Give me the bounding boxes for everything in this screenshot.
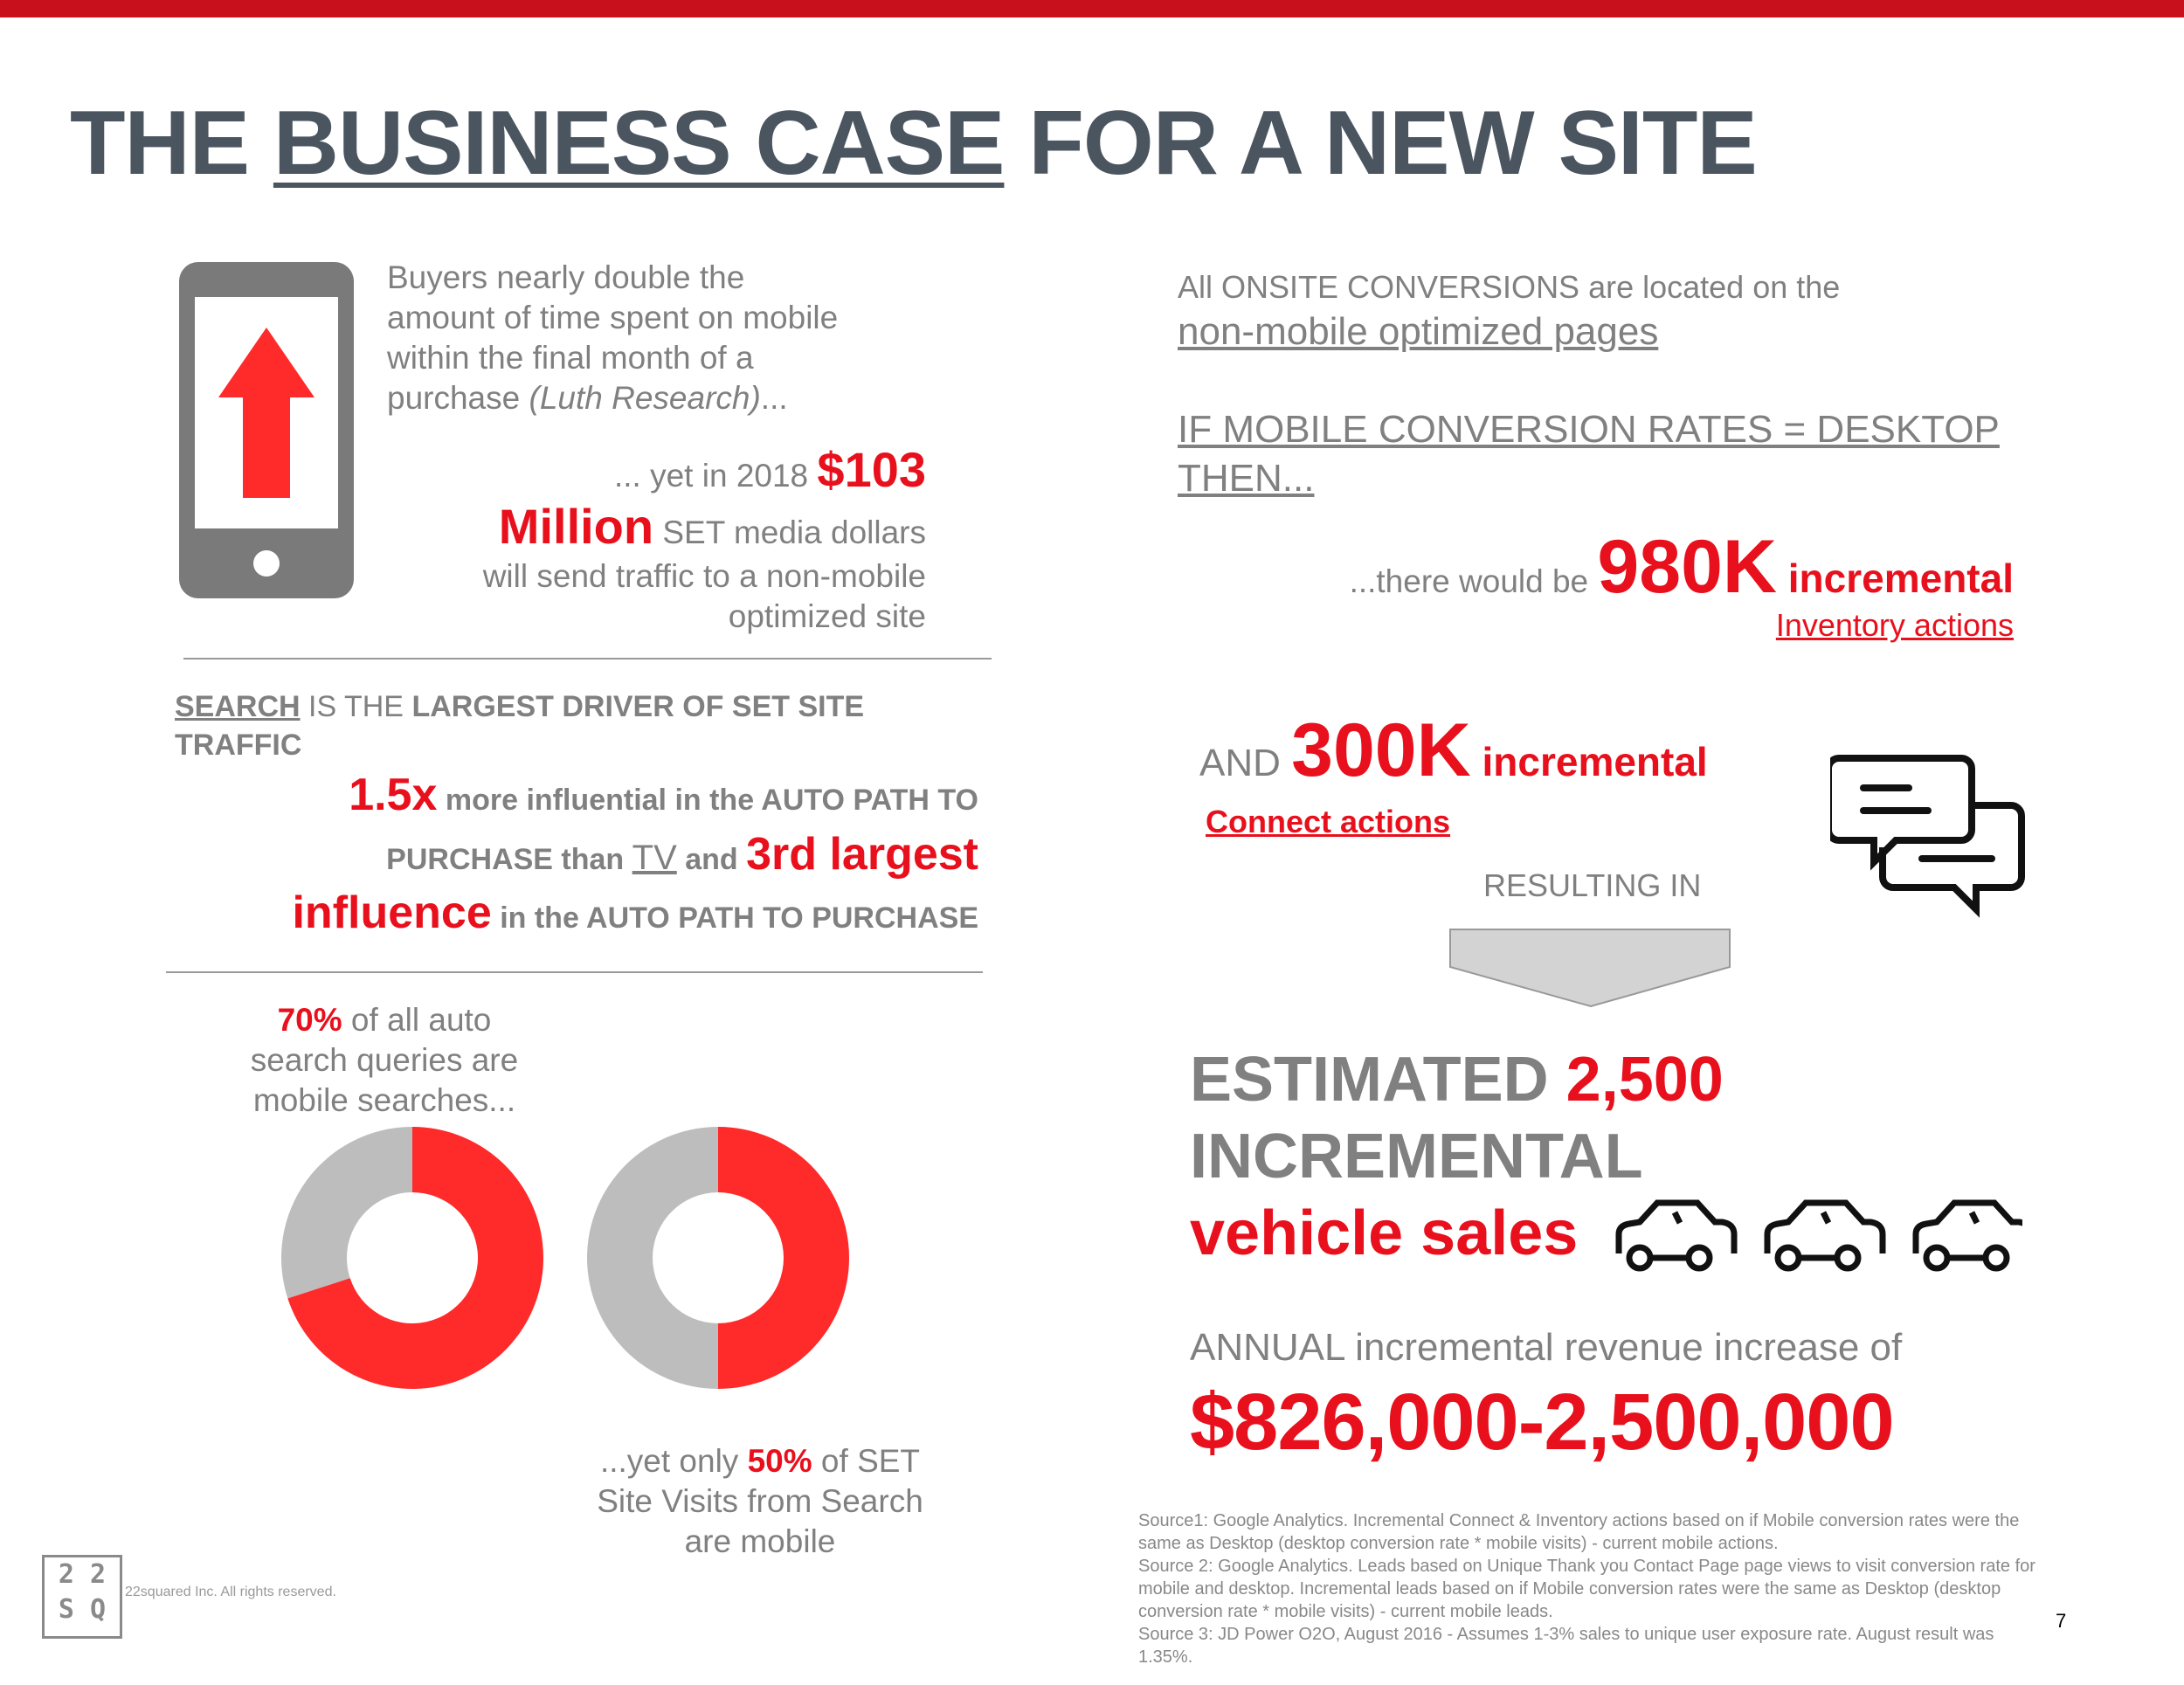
- search-heading: SEARCH IS THE LARGEST DRIVER OF SET SITE TRAFFIC: [175, 690, 865, 762]
- donut-charts: [262, 1109, 874, 1406]
- text-line: within the final month of a: [387, 340, 754, 376]
- down-arrow-icon: [1448, 928, 1732, 1008]
- 980k-line: ...there would be 980K incremental: [1349, 525, 2014, 609]
- text-line: purchase (Luth Research)...: [387, 380, 788, 416]
- donut1-caption: 70% of all auto search queries are mobile searches...: [250, 1002, 519, 1118]
- 300k-line: AND 300K incremental: [1199, 708, 1708, 792]
- sources: Source1: Google Analytics. Incremental Connect & Inventory actions based on if Mobile conversion rates were the same as Desktop (desktop conversion rate * mobile visits) - current mobile actions. Source 2: Google Analytics. Leads based on Unique Thank you Contact Page page views to visit conversion rate for mobile and desktop. Incremental leads based on if Mobile conversion rates were the same as Desktop (desktop conversion rate * mobile visits) - current mobile leads. Source 3: JD Power O2O, August 2016 - Assumes 1-3% sales to unique user exposure rate. August result was 1.35%.: [1138, 1511, 2035, 1667]
- car-icon: [1916, 1203, 2022, 1268]
- onsite-conversions-line: All ONSITE CONVERSIONS are located on the: [1178, 269, 1841, 305]
- yet-line: ... yet in 2018 $103: [613, 442, 926, 497]
- text-line: Buyers nearly double the: [387, 259, 745, 295]
- search-stat-line3: influence in the AUTO PATH TO PURCHASE: [292, 887, 978, 938]
- donut2-caption: ...yet only 50% of SET Site Visits from Search are mobile: [597, 1443, 923, 1559]
- connect-actions: Connect actions: [1206, 804, 1451, 839]
- slide-number: 7: [2056, 1610, 2067, 1632]
- divider: [183, 658, 992, 659]
- million-line: Million SET media dollars: [498, 499, 926, 554]
- donut2-slice-1: [718, 1127, 849, 1389]
- estimated-sales: ESTIMATED 2,500 INCREMENTAL vehicle sales: [1190, 1045, 1724, 1268]
- mobile-phone-icon: [179, 262, 354, 598]
- inventory-actions: Inventory actions: [1775, 607, 2014, 643]
- chat-bubbles-icon: [1830, 751, 2031, 922]
- if-mobile-conversion: IF MOBILE CONVERSION RATES = DESKTOP THEN...: [1178, 408, 2000, 500]
- title-part: THE: [70, 93, 273, 194]
- top-accent-bar: [0, 0, 2184, 17]
- company-logo: 2 2 S Q: [42, 1555, 122, 1639]
- dollar-amount: $103: [817, 442, 926, 497]
- mobile-stat-text: [387, 258, 911, 418]
- donut1-slice-2: [281, 1127, 412, 1298]
- donut2-slice-2: [587, 1127, 718, 1389]
- revenue-range: $826,000-2,500,000: [1190, 1378, 1894, 1467]
- send-lines: will send traffic to a non-mobile optimized site: [482, 558, 926, 634]
- divider: [166, 971, 983, 973]
- car-icons: [1612, 1197, 2022, 1277]
- non-mobile-pages: non-mobile optimized pages: [1178, 310, 1659, 353]
- car-icon: [1767, 1203, 1883, 1268]
- search-stat-line2: PURCHASE than TV and 3rd largest: [386, 829, 978, 880]
- page-title: [70, 92, 1757, 196]
- title-part: FOR A NEW SITE: [1004, 93, 1757, 194]
- copyright: 22squared Inc. All rights reserved.: [125, 1585, 336, 1599]
- annual-revenue-label: ANNUAL incremental revenue increase of: [1190, 1326, 1903, 1369]
- title-underlined: BUSINESS CASE: [273, 93, 1005, 194]
- resulting-in: RESULTING IN: [1483, 867, 1702, 903]
- text-line: amount of time spent on mobile: [387, 300, 839, 335]
- car-icon: [1619, 1203, 1734, 1268]
- search-stat-line1: 1.5x more influential in the AUTO PATH TO: [349, 770, 978, 820]
